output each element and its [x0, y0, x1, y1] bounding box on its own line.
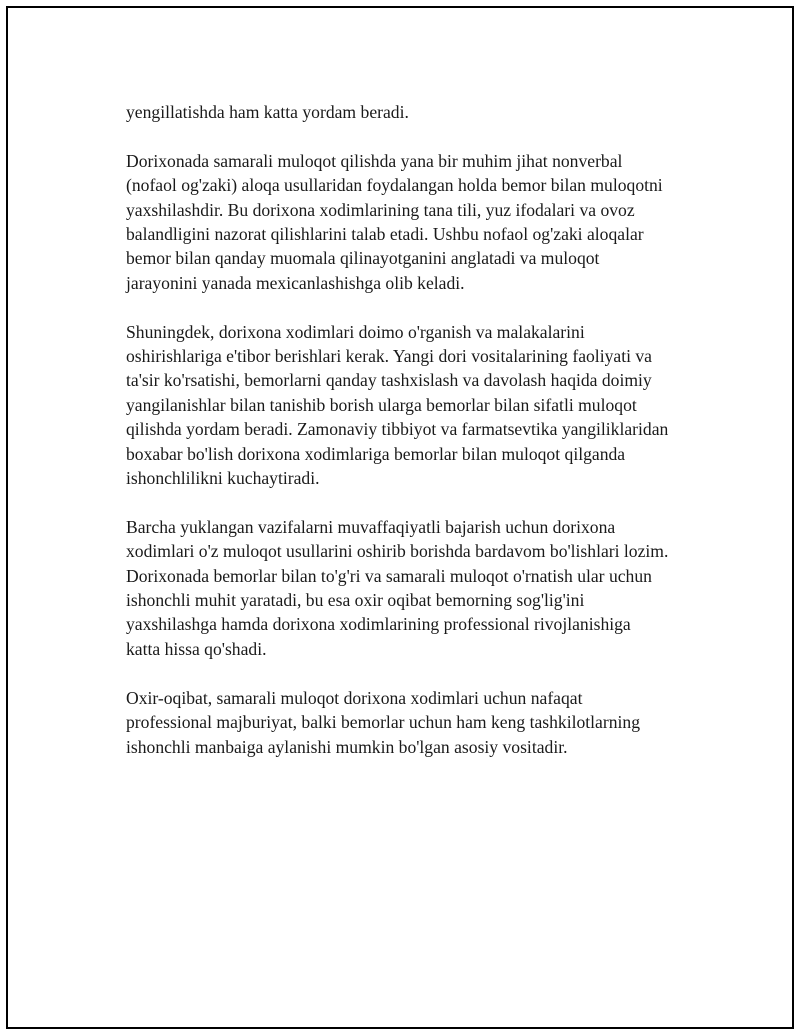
text-line: ishonchlilikni kuchaytiradi.: [126, 468, 320, 489]
paragraph-2: [126, 149, 706, 295]
text-line: Shuningdek, dorixona xodimlari doimo o'rganish va malakalarini: [126, 321, 585, 342]
paragraph-3: [126, 320, 706, 491]
text-line: qilishda yordam beradi. Zamonaviy tibbiyot va farmatsevtika yangiliklaridan: [126, 419, 669, 440]
text-line: Dorixonada bemorlar bilan to'g'ri va samarali muloqot o'rnatish ular uchun: [126, 565, 652, 586]
text-line: yangilanishlar bilan tanishib borish ularga bemorlar bilan sifatli muloqot: [126, 394, 637, 415]
text-line: ishonchli muhit yaratadi, bu esa oxir oqibat bemorning sog'lig'ini: [126, 590, 585, 611]
text-line: boxabar bo'lish dorixona xodimlariga bemorlar bilan muloqot qilganda: [126, 443, 626, 464]
text-line: (nofaol og'zaki) aloqa usullaridan foydalangan holda bemor bilan muloqotni: [126, 175, 663, 196]
document-body: [126, 100, 706, 783]
text-line: Dorixonada samarali muloqot qilishda yana bir muhim jihat nonverbal: [126, 150, 623, 171]
text-line: yaxshilashdir. Bu dorixona xodimlarining tana tili, yuz ifodalari va ovoz: [126, 199, 635, 220]
text-line: yengillatishda ham katta yordam beradi.: [126, 102, 409, 122]
page-frame: [6, 6, 794, 1029]
text-line: balandligini nazorat qilishlarini talab etadi. Ushbu nofaol og'zaki aloqalar: [126, 224, 644, 245]
text-line: katta hissa qo'shadi.: [126, 638, 267, 659]
text-line: oshirishlariga e'tibor berishlari kerak. Yangi dori vositalarining faoliyati va: [126, 346, 652, 367]
text-line: Oxir-oqibat, samarali muloqot dorixona xodimlari uchun nafaqat: [126, 687, 583, 708]
text-line: ishonchli manbaiga aylanishi mumkin bo'lgan asosiy vositadir.: [126, 736, 568, 757]
text-line: xodimlari o'z muloqot usullarini oshirib borishda bardavom bo'lishlari lozim.: [126, 541, 669, 562]
text-line: Barcha yuklangan vazifalarni muvaffaqiyatli bajarish uchun dorixona: [126, 516, 616, 537]
text-line: yaxshilashga hamda dorixona xodimlarining professional rivojlanishiga: [126, 614, 631, 635]
paragraph-1: [126, 100, 706, 124]
text-line: bemor bilan qanday muomala qilinayotganini anglatadi va muloqot: [126, 248, 600, 269]
paragraph-4: [126, 515, 706, 661]
text-line: jarayonini yanada mexicanlashishga olib keladi.: [126, 272, 465, 293]
text-line: ta'sir ko'rsatishi, bemorlarni qanday tashxislash va davolash haqida doimiy: [126, 370, 652, 391]
paragraph-5: [126, 686, 706, 759]
text-line: professional majburiyat, balki bemorlar uchun ham keng tashkilotlarning: [126, 712, 640, 733]
